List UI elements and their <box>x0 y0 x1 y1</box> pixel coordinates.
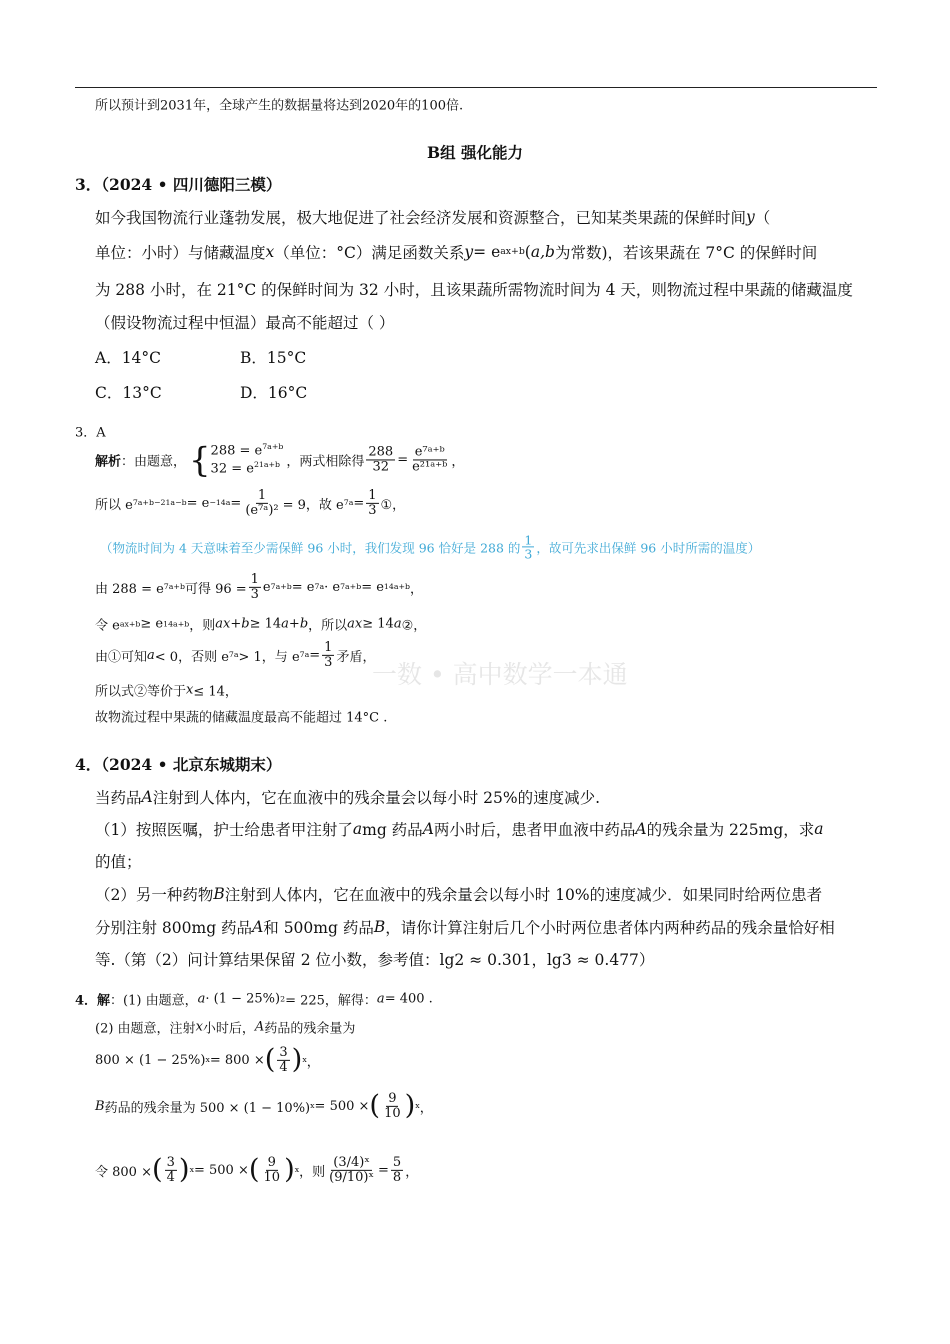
math-variable: ax <box>347 616 363 632</box>
option-c <box>95 381 162 403</box>
equation-rows <box>211 442 284 477</box>
q4-text <box>95 948 654 970</box>
math-variable: a,b <box>530 243 555 261</box>
text: 所以预计到2031年，全球产生的数据量将达到2020年的100倍. <box>95 98 464 114</box>
fraction <box>391 1156 403 1184</box>
text: 令 800 × <box>95 1164 152 1180</box>
solution-line <box>95 707 387 726</box>
solution-line: 800 × (1 − 25%) x = 800 × ( $\frac{3}{4}$ ) x ， <box>95 1044 320 1076</box>
math-variable: x <box>195 1019 203 1035</box>
text: = e <box>186 495 210 511</box>
right-paren: ) <box>291 1044 303 1076</box>
text: B．15°C <box>240 349 307 367</box>
text: 当药品 <box>95 789 142 807</box>
math-variable: B <box>213 885 225 903</box>
numerator: e⁷ᵃ⁺ᵇ <box>414 444 445 460</box>
q4-text <box>95 916 835 938</box>
math-variable: B <box>373 918 386 936</box>
fraction <box>322 641 334 669</box>
paren-fraction: ( $\frac{9}{10}$ ) x <box>369 1090 420 1122</box>
text: 所以 e <box>95 497 133 513</box>
text: = <box>353 495 365 511</box>
text: 矛盾， <box>336 649 376 665</box>
text: mg 药品 <box>362 821 423 839</box>
numerator: 1 <box>257 487 267 503</box>
text: ①， <box>380 497 406 513</box>
left-paren: ( <box>151 1154 163 1186</box>
math-variable: A <box>141 788 153 806</box>
denominator: (e⁷ᵃ)² <box>245 502 279 518</box>
text: (2) 由题意，注射 <box>95 1021 196 1037</box>
solution-line <box>95 681 238 700</box>
text: 如今我国物流行业蓬勃发展，极大地促进了社会经济发展和资源整合，已知某类果蔬的保鲜时间 <box>95 209 747 227</box>
denominator: 3 <box>524 546 533 562</box>
text: = 500 × <box>314 1098 370 1114</box>
fraction <box>382 1092 403 1120</box>
option-d <box>240 381 307 403</box>
solution-line <box>95 1018 355 1037</box>
text: ，则 <box>189 618 216 634</box>
text: ， <box>410 581 424 597</box>
math-variable: ax <box>215 616 231 632</box>
text: 小时后， <box>202 1021 255 1037</box>
bold-label: 4．解 <box>75 993 111 1009</box>
fraction <box>366 489 378 517</box>
section-heading <box>0 141 950 163</box>
math-variable: a <box>281 616 289 632</box>
math-variable: a <box>147 647 155 663</box>
text: 为 288 小时，在 21°C 的保鲜时间为 32 小时，且该果蔬所需物流时间为 4 天，则物流过程中果蔬的储藏温度 <box>95 281 853 299</box>
q3-text <box>95 206 770 228</box>
fraction <box>243 489 280 517</box>
math-variable: A <box>422 820 434 838</box>
numerator: 3 <box>166 1154 175 1170</box>
text: 可得 96 = <box>184 581 247 597</box>
math-variable: a <box>393 616 402 632</box>
superscript: 21a+b <box>253 459 281 469</box>
question-4-header <box>75 753 281 775</box>
text: 单位：小时）与储藏温度 <box>95 244 266 262</box>
equation-system <box>189 440 284 480</box>
numerator: 5 <box>392 1154 402 1170</box>
text: = 400 . <box>384 991 433 1007</box>
denominator: 4 <box>279 1059 288 1075</box>
header-rule <box>75 87 877 88</box>
q3-text: 单位：小时）与储藏温度 x （单位：°C）满足函数关系 y = e ax+b ( a,b 为常数)，若该果蔬在 7°C 的保鲜时间 <box>95 243 818 262</box>
text: 和 500mg 药品 <box>263 919 374 937</box>
fraction <box>277 1046 289 1074</box>
text: e <box>262 579 271 595</box>
math-variable: x <box>265 243 275 261</box>
text: 等.（第（2）问计算结果保留 2 位小数，参考值：lg2 ≈ 0.301，lg3 ≈ 0.477） <box>95 951 655 969</box>
text: （假设物流过程中恒温）最高不能超过（ ） <box>95 314 395 332</box>
text: < 0，否则 e <box>154 649 229 665</box>
text: ， <box>451 454 465 470</box>
text: A．14°C <box>95 349 162 367</box>
right-paren: ) <box>178 1154 190 1186</box>
denominator: e²¹ᵃ⁺ᵇ <box>412 459 448 475</box>
text: = 500 × <box>193 1162 249 1178</box>
text: ②， <box>401 618 427 634</box>
math-variable: y <box>746 208 755 226</box>
text: ：(1) 由题意， <box>110 993 198 1009</box>
denominator: 10 <box>263 1169 281 1185</box>
text: · (1 − 25%) <box>205 991 281 1007</box>
bold-label: 解析 <box>95 454 122 470</box>
text: + <box>288 616 300 632</box>
math-variable: A <box>635 820 647 838</box>
numerator: 1 <box>368 487 377 503</box>
text: （1）按照医嘱，护士给患者甲注射了 <box>95 821 353 839</box>
fraction <box>410 446 449 474</box>
denominator: 3 <box>250 586 259 602</box>
option-a <box>95 346 161 368</box>
text: 注射到人体内，它在血液中的残余量会以每小时 25%的速度减少. <box>152 789 601 807</box>
fraction <box>249 573 261 601</box>
text: = 9，故 e <box>282 497 344 513</box>
math-variable: B <box>95 1098 105 1114</box>
q4-text <box>95 850 142 872</box>
denominator: 32 <box>372 459 390 475</box>
text: （2）另一种药物 <box>95 886 214 904</box>
math-variable: b <box>299 616 309 632</box>
math-variable: a <box>814 820 824 838</box>
text: 药品的残余量为 <box>264 1021 356 1037</box>
math-variable: A <box>254 1019 265 1035</box>
text: ，请你计算注射后几个小时两位患者体内两种药品的残余量恰好相 <box>385 919 835 937</box>
bold-label: 3．（2024 • 四川德阳三模） <box>75 175 282 194</box>
text: 800 × (1 − 25%) <box>95 1052 206 1068</box>
left-paren: ( <box>248 1154 260 1186</box>
text: 3．A <box>75 425 106 441</box>
denominator: 3 <box>324 654 333 670</box>
text: 分别注射 800mg 药品 <box>95 919 253 937</box>
bold-label: 4．（2024 • 北京东城期末） <box>75 755 282 774</box>
text: ， <box>419 1100 433 1116</box>
math-variable: A <box>252 918 264 936</box>
answer-4: 4．解 ：(1) 由题意， a · (1 − 25%) 2 = 225，解得： a = 400 . <box>75 991 433 1009</box>
text: D．16°C <box>240 384 308 402</box>
text: （单位：°C）满足函数关系 <box>274 244 465 262</box>
equation-row <box>211 460 284 478</box>
text: = 800 × <box>209 1052 265 1068</box>
q4-text <box>95 883 822 905</box>
left-paren: ( <box>264 1044 276 1076</box>
solution-line: B 药品的残余量为 500 × (1 − 10%) x = 500 × ( $\frac{9}{10}$ ) x ， <box>95 1090 433 1122</box>
text: ，则 <box>299 1164 326 1180</box>
text: = e <box>291 579 315 595</box>
text: = 225，解得： <box>285 993 377 1009</box>
numerator: 9 <box>267 1154 276 1170</box>
fraction <box>522 533 534 560</box>
fraction <box>366 446 395 474</box>
numerator: (3/4)ˣ <box>333 1154 370 1170</box>
text: B组 强化能力 <box>427 143 523 162</box>
text: = <box>230 495 242 511</box>
text: ， <box>306 1054 320 1070</box>
brace: { <box>189 440 211 480</box>
solution-line: 所以 e 7a+b−21a−b = e −14a = $\frac{1}{\text{(e⁷ᵃ)²}}$ = 9，故 e 7a = $\frac{1}{3}$ ①， <box>95 487 406 518</box>
text: 为常数)，若该果蔬在 7°C 的保鲜时间 <box>554 244 818 262</box>
text: 32 = e <box>210 461 254 476</box>
answer-3 <box>75 422 106 441</box>
q4-text <box>95 818 824 840</box>
text: ( <box>524 243 531 261</box>
math-variable: a <box>352 820 363 838</box>
math-variable: b <box>241 616 250 632</box>
q3-text <box>95 278 853 300</box>
solution-line: 令 e ax+b ≥ e 14a+b ，则 ax + b ≥ 14 a + b ，所以 ax ≥ 14 a ②， <box>95 616 427 634</box>
paren-fraction: ( $\frac{3}{4}$ ) x <box>264 1044 307 1076</box>
text: 所以式②等价于 <box>95 684 187 700</box>
math-variable: y <box>464 243 474 261</box>
text: 由①可知 <box>95 649 148 665</box>
left-paren: ( <box>369 1090 381 1122</box>
paren-fraction: ( $\frac{3}{4}$ ) x <box>151 1154 194 1186</box>
text: + <box>230 616 242 632</box>
q3-text <box>95 311 394 333</box>
text: ，故可先求出保鲜 96 小时所需的温度） <box>536 540 761 555</box>
fraction <box>327 1156 376 1184</box>
intro-line <box>95 95 463 114</box>
text: 由 288 = e <box>95 581 164 597</box>
numerator: 1 <box>524 532 533 548</box>
math-variable: a <box>197 991 206 1007</box>
solution-line <box>95 1156 418 1184</box>
text: = e <box>361 579 384 595</box>
text: ≥ 14 <box>362 616 394 632</box>
math-variable: x <box>186 682 194 698</box>
text: 288 = e <box>210 443 263 459</box>
solution-line: 由①可知 a < 0，否则 e 7a > 1，与 e 7a = $\frac{1}{3}$ 矛盾， <box>95 639 376 670</box>
denominator: 4 <box>166 1169 175 1185</box>
text: = <box>309 647 321 663</box>
q4-text <box>95 786 600 808</box>
hint-note <box>100 533 760 560</box>
text: 的残余量为 225mg，求 <box>646 821 815 839</box>
right-paren: ) <box>284 1154 295 1186</box>
text: 故物流过程中果蔬的储藏温度最高不能超过 14°C . <box>95 710 388 726</box>
text: 两小时后，患者甲血液中药品 <box>433 821 636 839</box>
fraction <box>262 1156 283 1184</box>
numerator: 1 <box>250 571 259 587</box>
solution-line <box>95 440 465 480</box>
denominator: 8 <box>392 1169 402 1185</box>
superscript: 7a+b <box>262 442 284 451</box>
paren-fraction: ( $\frac{9}{10}$ ) x <box>248 1154 300 1186</box>
text: ，所以 <box>308 618 348 634</box>
denominator: 10 <box>384 1105 401 1121</box>
right-paren: ) <box>404 1090 416 1122</box>
numerator: 1 <box>324 639 333 655</box>
text: = <box>397 452 409 468</box>
option-b <box>240 346 306 368</box>
text: （ <box>754 209 771 227</box>
text: · e <box>324 579 341 595</box>
question-3-header <box>75 173 281 195</box>
text: 注射到人体内，它在血液中的残余量会以每小时 10%的速度减少．如果同时给两位患者 <box>224 886 823 904</box>
text: > 1，与 e <box>238 649 300 665</box>
numerator: 9 <box>388 1090 397 1106</box>
text: C．13°C <box>95 384 162 402</box>
text: 药品的残余量为 500 × (1 − 10%) <box>104 1100 311 1116</box>
text: ：由题意， <box>121 454 187 470</box>
text: 的值； <box>95 853 142 871</box>
text: ≥ e <box>140 616 164 632</box>
denominator: (9/10)ˣ <box>329 1169 374 1185</box>
text: ≤ 14， <box>193 684 238 700</box>
text: ， <box>405 1164 419 1180</box>
watermark: 一数 • 高中数学一本通 <box>372 660 628 689</box>
text: ≥ 14 <box>249 616 282 632</box>
numerator: 3 <box>279 1044 288 1060</box>
text: （物流时间为 4 天意味着至少需保鲜 96 小时，我们发现 96 恰好是 288 的 <box>100 540 521 555</box>
denominator: 3 <box>368 502 377 518</box>
equation-row <box>211 442 284 460</box>
text: = e <box>473 243 501 261</box>
text: ，两式相除得 <box>286 454 365 470</box>
math-variable: a <box>376 991 385 1007</box>
solution-line: 由 288 = e 7a+b 可得 96 = $\frac{1}{3}$ e 7a+b = e 7a · e 7a+b = e 14a+b ， <box>95 571 424 602</box>
text: 令 e <box>95 618 120 634</box>
fraction <box>165 1156 177 1184</box>
text: = <box>378 1162 389 1178</box>
numerator: 288 <box>368 444 394 460</box>
